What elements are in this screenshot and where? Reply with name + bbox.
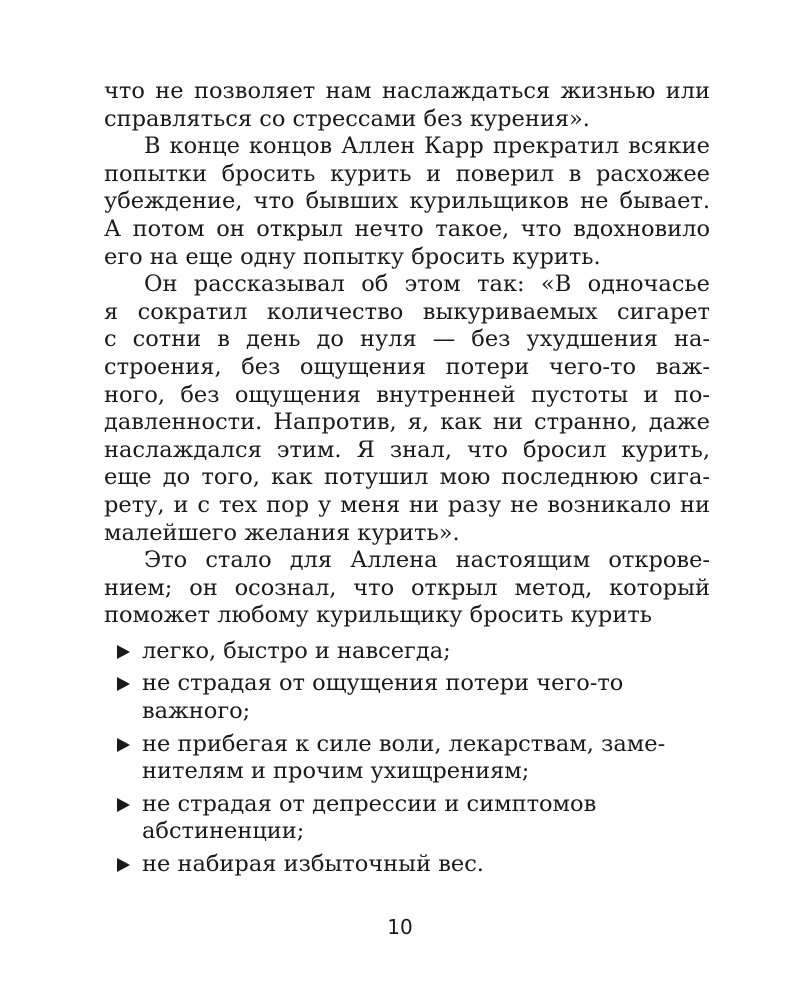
paragraph <box>104 271 710 547</box>
bullet-list <box>104 638 710 879</box>
text-line: малейшего желания курить». <box>104 519 460 546</box>
text-line: важного; <box>142 698 251 725</box>
text-line: ного, без ощущения внутренней пустоты и по- <box>104 381 710 408</box>
triangle-bullet-icon <box>117 645 130 659</box>
text-line: что не позволяет нам наслаждаться жизнью или <box>104 78 710 104</box>
text-line: я сократил количество выкуриваемых сигарет <box>104 298 710 325</box>
text-line: убеждение, что бывших курильщиков не бывает. <box>104 188 710 215</box>
paragraph <box>104 78 710 133</box>
triangle-bullet-icon <box>117 798 130 812</box>
list-item <box>104 638 710 666</box>
triangle-bullet-icon <box>117 738 130 752</box>
triangle-bullet-icon <box>117 858 130 872</box>
text-line: не набирая избыточный вес. <box>142 851 484 878</box>
text-line: попытки бросить курить и поверил в расхожее <box>104 160 710 187</box>
page-body <box>104 78 710 884</box>
list-item <box>104 670 710 725</box>
text-line: еще до того, как потушил мою последнюю сига- <box>104 464 710 491</box>
list-item <box>104 851 710 879</box>
text-line: с сотни в день до нуля — без ухудшения на- <box>104 326 710 353</box>
text-line: А потом он открыл нечто такое, что вдохновило <box>104 215 710 242</box>
text-line: не прибегая к силе воли, лекарствам, заме- <box>142 730 666 757</box>
text-line: не страдая от ощущения потери чего-то <box>142 670 624 697</box>
text-line: поможет любому курильщику бросить курить <box>104 602 653 629</box>
text-line: справляться со стрессами без курения». <box>104 105 590 132</box>
text-line: его на еще одну попытку бросить курить. <box>104 243 601 270</box>
list-item <box>104 731 710 786</box>
paragraph <box>104 133 710 271</box>
page-number: 10 <box>387 915 413 939</box>
text-line: В конце концов Аллен Карр прекратил всякие <box>144 133 710 160</box>
text-line: Это стало для Аллена настоящим открове- <box>144 547 710 574</box>
text-line: легко, быстро и навсегда; <box>142 637 451 664</box>
text-line: абстиненции; <box>142 818 305 845</box>
text-line: Он рассказывал об этом так: «В одночасье <box>144 271 710 298</box>
triangle-bullet-icon <box>117 677 130 691</box>
text-line: давленности. Напротив, я, как ни странно, даже <box>104 409 710 436</box>
text-line: рету, и с тех пор у меня ни разу не возникало ни <box>104 491 710 518</box>
text-line: наслаждался этим. Я знал, что бросил курить, <box>104 436 710 463</box>
text-line: нителям и прочим ухищрениям; <box>142 758 530 785</box>
paragraph <box>104 547 710 630</box>
text-line: строения, без ощущения потери чего-то важ- <box>104 353 710 380</box>
text-line: нием; он осознал, что открыл метод, который <box>104 574 710 601</box>
list-item <box>104 791 710 846</box>
text-line: не страдая от депрессии и симптомов <box>142 790 597 817</box>
